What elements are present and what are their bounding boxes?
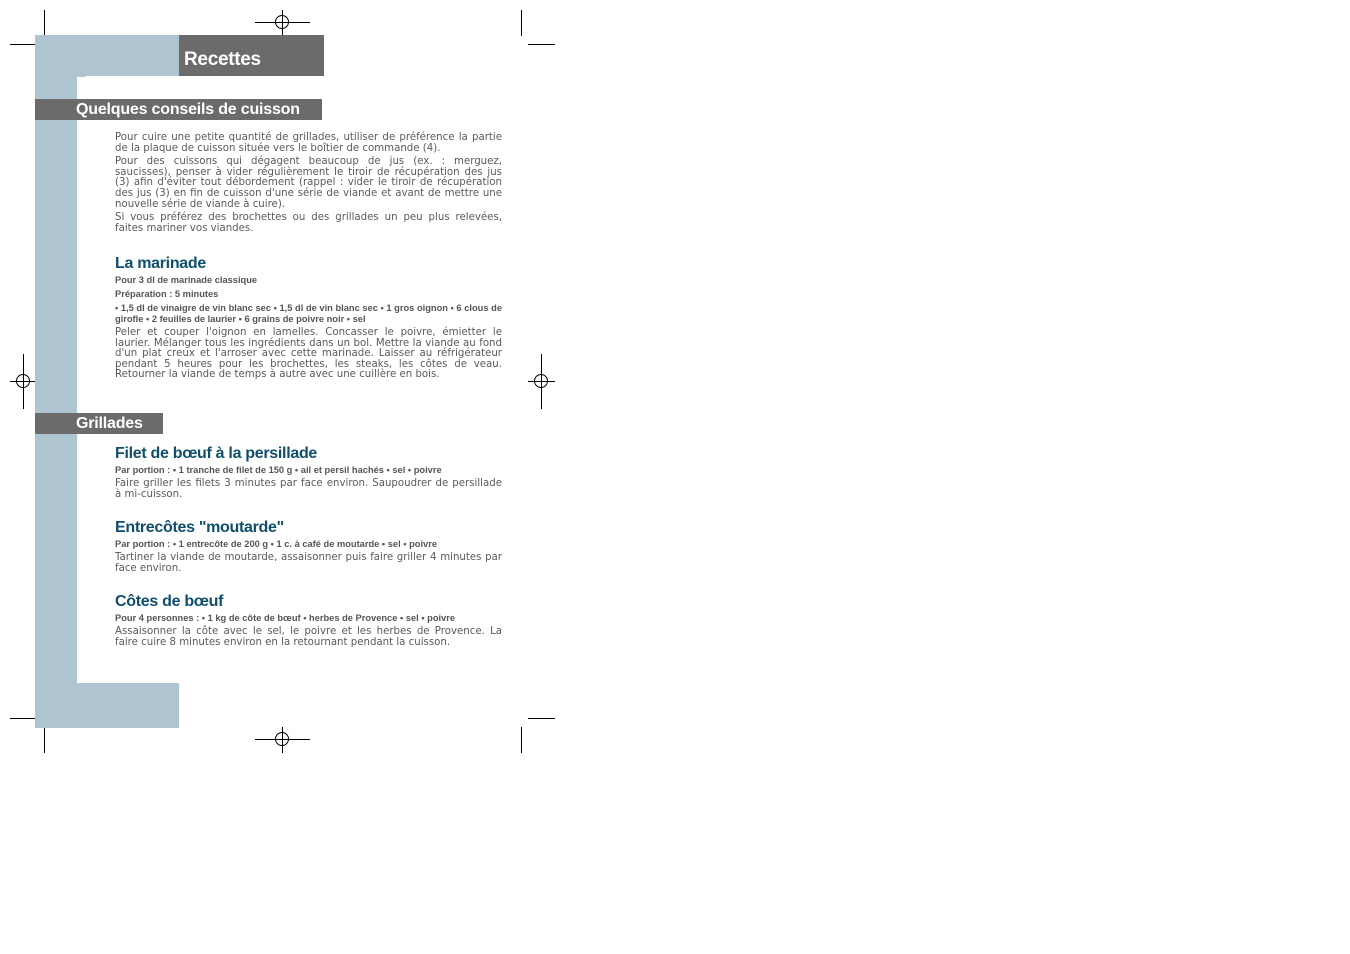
recipe-portion: Pour 4 personnes : • 1 kg de côte de bœuf • herbes de Provence • sel • poivre [115, 613, 456, 623]
recipe-title: Côtes de bœuf [115, 593, 224, 610]
recipe-title: Filet de bœuf à la persillade [115, 445, 318, 462]
bottom-band [35, 683, 179, 728]
conseils-text [115, 133, 502, 234]
recipe-instructions: Tartiner la viande de moutarde, assaisonner puis faire griller 4 minutes par face environ. [115, 552, 502, 574]
recipe-portion: Par portion : • 1 tranche de filet de 150 g • ail et persil hachés • sel • poivre [115, 465, 442, 475]
crop-mark [521, 10, 522, 36]
crop-mark [44, 727, 45, 753]
crop-mark [521, 727, 522, 753]
registration-circle-icon [534, 374, 548, 388]
page-title: Recettes [179, 35, 324, 76]
recipe-instructions: Faire griller les filets 3 minutes par face environ. Saupoudrer de persillade à mi-cuisson. [115, 478, 502, 500]
crop-mark [528, 44, 555, 45]
recipe-instructions: Assaisonner la côte avec le sel, le poivre et les herbes de Provence. La faire cuire 8 minutes environ en la retournant pendant la cuisson. [115, 626, 502, 648]
recipe-title: La marinade [115, 255, 206, 272]
crop-mark [44, 10, 45, 36]
registration-circle-icon [275, 15, 289, 29]
recipe-instructions: Peler et couper l'oignon en lamelles. Concasser le poivre, émietter le laurier. Mélanger tous les ingrédients dans un bol. Mettre la viande au fond d'un plat creux et l'arroser avec cette marinade. Laisser au réfrigérateur pendant 5 heures pour les brochettes, les steaks, les côtes de veau. Retourner la viande de temps à autre avec une cuillère en bois. [115, 327, 502, 381]
side-band [35, 35, 77, 728]
crop-mark [10, 44, 36, 45]
recipe-entrecotes [115, 519, 502, 574]
recipe-portion: Pour 3 dl de marinade classique [115, 275, 258, 285]
top-band [35, 35, 180, 77]
recipe-cotes [115, 593, 502, 648]
crop-mark [10, 718, 36, 719]
crop-mark [528, 718, 555, 719]
section-title-grillades: Grillades [35, 413, 163, 434]
recipe-title: Entrecôtes "moutarde" [115, 519, 284, 536]
registration-circle-icon [16, 374, 30, 388]
recipe-filet [115, 445, 502, 500]
paragraph: Si vous préférez des brochettes ou des grillades un peu plus relevées, faites mariner vos viandes. [115, 212, 502, 234]
paragraph: Pour des cuissons qui dégagent beaucoup de jus (ex. : merguez, saucisses), penser à vider régulièrement le tiroir de récupération des jus (3) afin d'éviter tout débordement (rappel : vider le tiroir de récupération des jus (3) en fin de cuisson d'une série de viande et avant de mettre une nouvelle série de viande à cuire). [115, 156, 502, 210]
paragraph: Pour cuire une petite quantité de grillades, utiliser de préférence la partie de la plaque de cuisson située vers le boîtier de commande (4). [115, 132, 502, 154]
section-title-conseils: Quelques conseils de cuisson [35, 99, 322, 120]
recipe-preparation: Préparation : 5 minutes [115, 289, 219, 299]
recipe-ingredients: • 1,5 dl de vinaigre de vin blanc sec • 1,5 dl de vin blanc sec • 1 gros oignon • 6 clous de girofle • 2 feuilles de laurier • 6 grains de poivre noir • sel [115, 303, 502, 324]
marinade-block [115, 255, 502, 381]
recipe-portion: Par portion : • 1 entrecôte de 200 g • 1 c. à café de moutarde • sel • poivre [115, 539, 437, 549]
registration-circle-icon [275, 732, 289, 746]
